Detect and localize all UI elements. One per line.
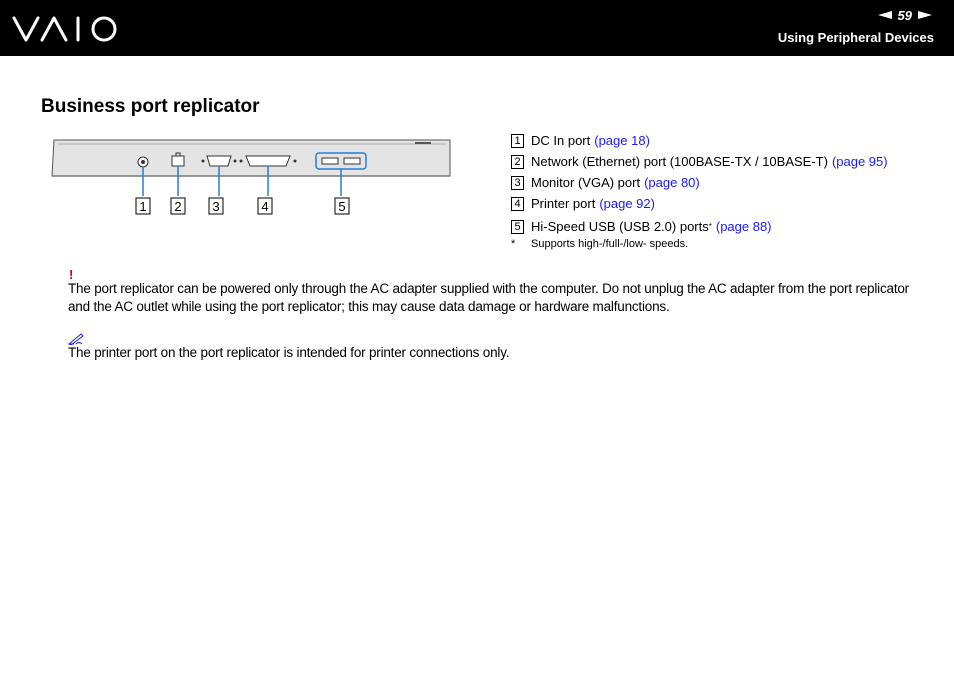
- port-list: [511, 130, 888, 239]
- vaio-logo: [12, 14, 122, 44]
- page-navigation: [876, 6, 934, 24]
- port-description: Printer port: [531, 196, 596, 211]
- list-item: [511, 130, 888, 151]
- item-number: 1: [511, 134, 524, 148]
- item-number: 3: [511, 176, 524, 190]
- callout-label: 3: [212, 199, 220, 214]
- arrow-right-icon[interactable]: [918, 10, 934, 20]
- item-number: 4: [511, 197, 524, 211]
- item-number: 5: [511, 220, 524, 234]
- note-text: The printer port on the port replicator is intended for printer connections only.: [68, 345, 510, 360]
- port-description: Monitor (VGA) port: [531, 175, 641, 190]
- page-link[interactable]: (page 80): [644, 175, 700, 190]
- section-title: Using Peripheral Devices: [777, 30, 934, 45]
- port-description: DC In port: [531, 133, 591, 148]
- warning-icon: !: [69, 267, 74, 282]
- page-link[interactable]: (page 95): [831, 154, 888, 169]
- page-number: 59: [897, 7, 912, 23]
- port-description: Hi-Speed USB (USB 2.0) ports: [531, 219, 709, 234]
- arrow-left-icon[interactable]: [876, 10, 892, 20]
- pencil-note-icon: [68, 332, 84, 345]
- footnote-marker: *: [708, 222, 712, 231]
- footnote-text: Supports high-/full-/low- speeds.: [531, 238, 689, 250]
- callout-label: 1: [139, 199, 147, 214]
- list-item: [511, 151, 888, 172]
- list-item: [511, 214, 888, 239]
- header-bar: [0, 0, 954, 56]
- port-replicator-illustration: [50, 134, 455, 224]
- warning-text: The port replicator can be powered only through the AC adapter supplied with the computer. Do not unplug the AC adapter from the port replicator and the AC outlet while using the port replicator; this may cause data damage or hardware malfunctions.: [68, 281, 909, 314]
- callout-label: 5: [338, 199, 346, 214]
- list-item: [511, 193, 888, 214]
- footnote-mark: *: [511, 238, 516, 250]
- page-link[interactable]: (page 18): [594, 133, 650, 148]
- page-title: Business port replicator: [41, 96, 260, 117]
- item-number: 2: [511, 155, 524, 169]
- port-description: Network (Ethernet) port (100BASE-TX / 10BASE-T): [531, 154, 828, 169]
- footnote: [511, 238, 688, 250]
- callout-label: 2: [174, 199, 182, 214]
- callout-label: 4: [261, 199, 269, 214]
- page-link[interactable]: (page 88): [715, 219, 772, 234]
- list-item: [511, 172, 888, 193]
- page-link[interactable]: (page 92): [599, 196, 655, 211]
